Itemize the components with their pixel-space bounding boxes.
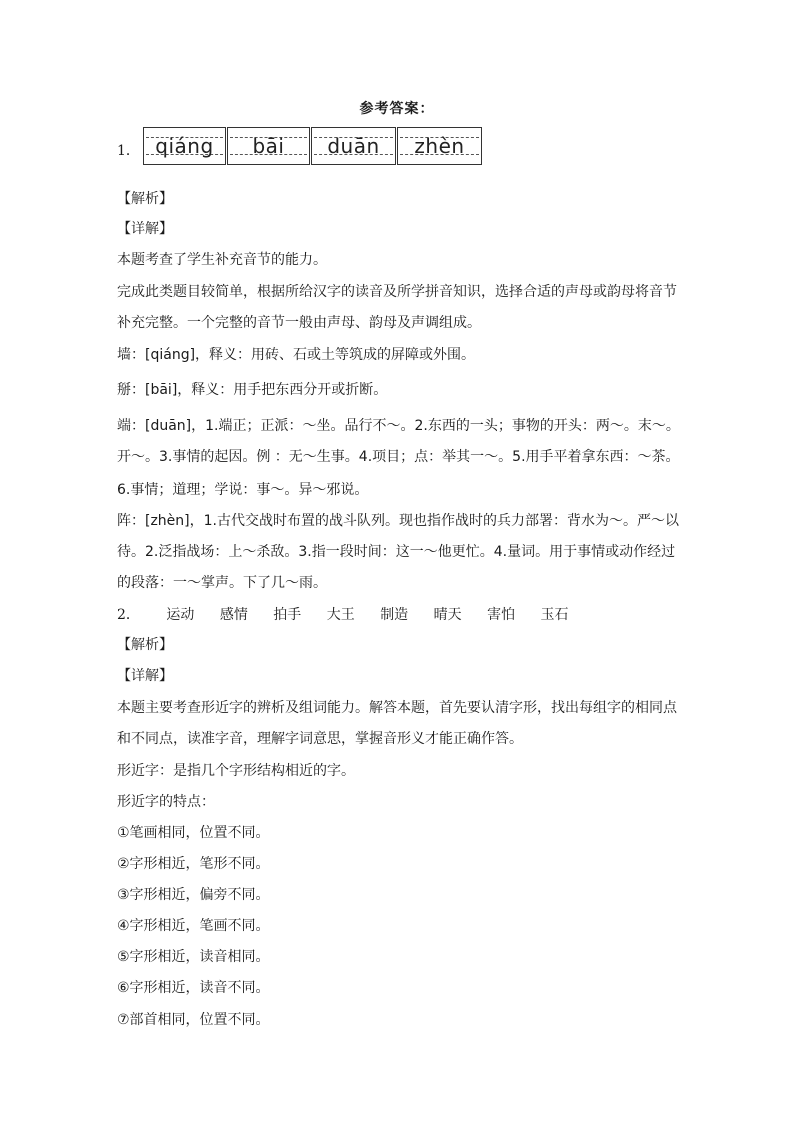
pinyin-box <box>227 127 310 165</box>
question-2-number: 2． <box>117 607 140 623</box>
paragraph-line: 形近字的特点： <box>117 794 215 810</box>
list-item: ②字形相近，笔形不同。 <box>117 856 270 872</box>
paragraph-line: 完成此类题目较简单，根据所给汉字的读音及所学拼音知识，选择合适的声母或韵母将音节 <box>117 284 677 300</box>
paragraph-line: 形近字：是指几个字形结构相近的字。 <box>117 763 355 779</box>
paragraph-line: 补充完整。一个完整的音节一般由声母、韵母及声调组成。 <box>117 315 481 331</box>
pinyin-text: duān <box>327 134 380 158</box>
answer-title: 参考答案： <box>359 101 435 117</box>
answer-word: 拍手 <box>273 607 302 623</box>
pinyin-boxes <box>143 127 482 165</box>
definition-line: 阵：[zhèn]，1.古代交战时布置的战斗队列。现也指作战时的兵力部署：背水为～。严～以 <box>117 513 679 529</box>
list-item: ③字形相近，偏旁不同。 <box>117 887 270 903</box>
pinyin-box <box>397 127 482 165</box>
paragraph-line: 本题主要考查形近字的辨析及组词能力。解答本题，首先要认清字形，找出每组字的相同点 <box>117 700 677 716</box>
pinyin-text: qiáng <box>155 134 214 158</box>
analysis-heading: 【解析】 <box>117 191 173 207</box>
paragraph-line: 本题考查了学生补充音节的能力。 <box>117 252 327 268</box>
list-item: ①笔画相同，位置不同。 <box>117 825 270 841</box>
answer-word: 玉石 <box>540 607 569 623</box>
detail-heading: 【详解】 <box>117 668 173 684</box>
list-item: ⑥字形相近，读音不同。 <box>117 980 270 996</box>
pinyin-box <box>311 127 396 165</box>
definition-line: 6.事情；道理；学说：事～。异～邪说。 <box>117 482 369 498</box>
pinyin-text: zhèn <box>414 134 465 158</box>
definition-line: 端：[duān]，1.端正；正派：～坐。品行不～。2.东西的一头；事物的开头：两～。末～。 <box>117 418 680 434</box>
definition-line: 的段落：一～掌声。下了几～雨。 <box>117 575 327 591</box>
definition-line: 掰：[bāi]，释义：用手把东西分开或折断。 <box>117 382 388 398</box>
pinyin-text: bāi <box>252 134 285 158</box>
list-item: ④字形相近，笔画不同。 <box>117 918 270 934</box>
detail-heading: 【详解】 <box>117 221 173 237</box>
answer-word: 感情 <box>219 607 248 623</box>
pinyin-box <box>143 127 226 165</box>
answer-word: 运动 <box>166 607 195 623</box>
list-item: ⑤字形相近，读音相同。 <box>117 949 270 965</box>
answer-word: 晴天 <box>433 607 462 623</box>
question-1-number: 1． <box>117 143 140 159</box>
paragraph-line: 和不同点，读准字音，理解字词意思，掌握音形义才能正确作答。 <box>117 731 523 747</box>
definition-line: 墙：[qiáng]，释义：用砖、石或土等筑成的屏障或外围。 <box>117 347 476 363</box>
answer-word: 害怕 <box>487 607 516 623</box>
list-item: ⑦部首相同，位置不同。 <box>117 1012 270 1028</box>
definition-line: 待。2.泛指战场：上～杀敌。3.指一段时间：这一～他更忙。4.量词。用于事情或动作经过 <box>117 544 676 560</box>
question-2-answers <box>117 604 590 624</box>
answer-word: 大王 <box>326 607 355 623</box>
answer-word: 制造 <box>380 607 409 623</box>
definition-line: 开～。3.事情的起因。例 ：无～生事。4.项目；点：举其一～。5.用手平着拿东西：～茶。 <box>117 449 680 465</box>
analysis-heading: 【解析】 <box>117 637 173 653</box>
